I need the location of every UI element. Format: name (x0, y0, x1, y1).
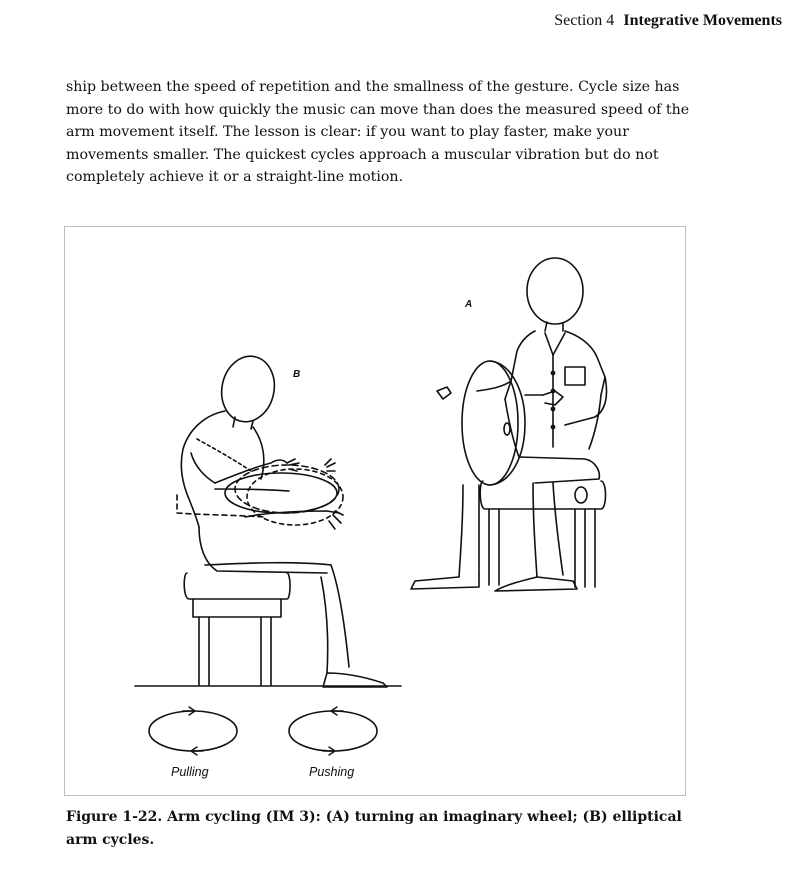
figure-label-b: B (293, 369, 301, 380)
figure-a-drawing (411, 258, 607, 591)
body-paragraph: ship between the speed of repetition and the smallness of the gesture. Cycle size has more to do with how quickly the music can move than does the measured speed of the arm movement itself. The lesson is clear: if you want to play faster, make your movements smaller. The quickest cycles approach a muscular vibration but do not completely achieve it or a straight-line motion. (66, 79, 690, 185)
figure-illustration (65, 227, 687, 797)
figure-caption: Figure 1-22. Arm cycling (IM 3): (A) turning an imaginary wheel; (B) elliptical arm cycles. (66, 809, 682, 848)
pushing-cycle-diagram (289, 707, 377, 755)
running-header (554, 10, 782, 30)
section-title: Integrative Movements (623, 12, 782, 29)
pushing-label: Pushing (309, 765, 355, 779)
section-number: Section 4 (554, 12, 615, 29)
figure-1-22 (64, 226, 686, 796)
pulling-cycle-diagram (149, 707, 237, 755)
figure-b-drawing (135, 351, 401, 687)
pulling-label: Pulling (171, 765, 209, 779)
figure-label-a: A (465, 299, 473, 310)
